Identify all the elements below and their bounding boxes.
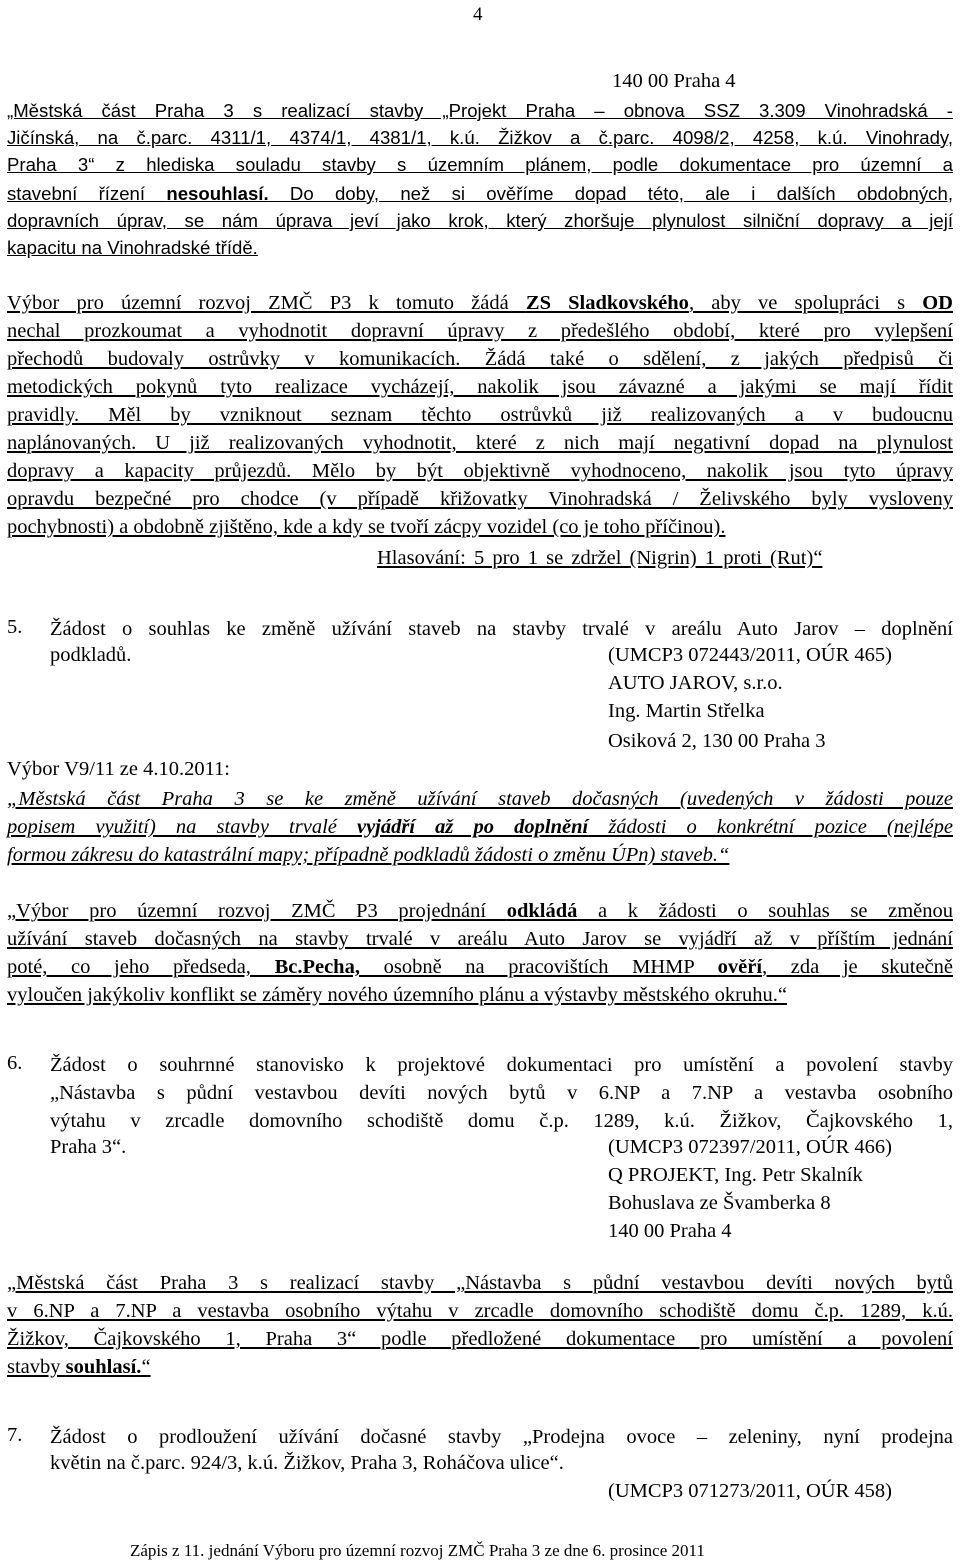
resolution-line: poté, co jeho předseda, Bc.Pecha, osobně na pracovištích MHMP ověří, zda je skutečně <box>7 956 954 978</box>
item-title: Žádost o souhlas ke změně užívání staveb na stavby trvalé v areálu Auto Jarov – doplnění <box>50 618 953 640</box>
top-address: 140 00 Praha 4 <box>612 70 736 92</box>
resolution-line: „Městská část Praha 3 s realizací stavby „Projekt Praha – obnova SSZ 3.309 Vinohradská - <box>7 100 953 121</box>
previous-resolution: „Městská část Praha 3 se ke změně užívání staveb dočasných (uvedených v žádosti pouze <box>7 788 953 810</box>
applicant: AUTO JAROV, s.r.o. <box>608 672 783 694</box>
resolution-line: stavby souhlasí.“ <box>7 1356 151 1378</box>
resolution-line: užívání staveb dočasných na stavby trvalé v areálu Auto Jarov se vyjádří až v příštím jednání <box>7 928 953 950</box>
item-number: 5. <box>7 616 23 638</box>
request-line: přechodů budovaly ostrůvky v komunikacích. Žádá také o sdělení, z jakých předpisů či <box>7 348 953 370</box>
item-title: podkladů. <box>50 644 132 666</box>
applicant-address: 140 00 Praha 4 <box>608 1220 732 1242</box>
vote-result: Hlasování: 5 pro 1 se zdržel (Nigrin) 1 proti (Rut)“ <box>377 547 823 569</box>
request-line: pochybnosti) a obdobně zjištěno, kde a kdy se tvoří zácpy vozidel (co je toho příčinou). <box>7 516 726 538</box>
page-number: 4 <box>473 4 483 25</box>
resolution-line: „Výbor pro územní rozvoj ZMČ P3 projednání odkládá a k žádosti o souhlas se změnou <box>7 900 953 922</box>
committee-reference: Výbor V9/11 ze 4.10.2011: <box>7 758 231 780</box>
resolution-line: stavební řízení nesouhlasí. Do doby, než si ověříme dopad této, ale i dalších obdobných, <box>7 183 953 204</box>
reference-number: (UMCP3 072443/2011, OÚR 465) <box>608 644 892 666</box>
applicant-address: Osiková 2, 130 00 Praha 3 <box>608 730 826 752</box>
item-title: výtahu v zrcadle domovního schodiště domu č.p. 1289, k.ú. Žižkov, Čajkovského 1, <box>50 1110 953 1132</box>
request-line: naplánovaných. U již realizovaných vyhodnotit, které z nich mají negativní dopad na plynulost <box>7 432 953 454</box>
item-title: Žádost o souhrnné stanovisko k projektové dokumentaci pro umístění a povolení stavby <box>50 1054 953 1076</box>
previous-resolution: popisem využití) na stavby trvalé vyjádří až po doplnění žádosti o konkrétní pozice (nejlépe <box>7 816 953 838</box>
resolution-line: Jičínská, na č.parc. 4311/1, 4374/1, 4381/1, k.ú. Žižkov a č.parc. 4098/2, 4258, k.ú. Vinohrady, <box>7 127 953 148</box>
request-line: dopravy a kapacity průjezdů. Mělo by být objektivně vyhodnoceno, nakolik jsou tyto úpravy <box>7 460 953 482</box>
request-line: Výbor pro územní rozvoj ZMČ P3 k tomuto žádá ZS Sladkovského, aby ve spolupráci s OD <box>7 292 953 314</box>
applicant: Q PROJEKT, Ing. Petr Skalník <box>608 1164 863 1186</box>
request-line: opravdu bezpečné pro chodce (v případě křižovatky Vinohradská / Želivského byly vysloveny <box>7 488 953 510</box>
item-title: „Nástavba s půdní vestavbou devíti nových bytů v 6.NP a 7.NP a vestavba osobního <box>50 1082 953 1104</box>
request-line: metodických pokynů tyto realizace vycházejí, nakolik jsou závazné a jakými se mají řídit <box>7 376 953 398</box>
applicant-person: Ing. Martin Střelka <box>608 700 765 722</box>
item-title: Praha 3“. <box>50 1136 127 1158</box>
request-line: nechal prozkoumat a vyhodnotit dopravní úpravy z předešlého období, které pro vylepšení <box>7 320 953 342</box>
resolution-line: kapacitu na Vinohradské třídě. <box>7 237 258 258</box>
reference-number: (UMCP3 071273/2011, OÚR 458) <box>608 1480 892 1502</box>
previous-resolution: formou zákresu do katastrální mapy; případně podkladů žádosti o změnu ÚPn) staveb.“ <box>7 844 730 866</box>
resolution-line: „Městská část Praha 3 s realizací stavby „Nástavba s půdní vestavbou devíti nových bytů <box>7 1272 953 1294</box>
resolution-line: v 6.NP a 7.NP a vestavba osobního výtahu v zrcadle domovního schodiště domu č.p. 1289, k.ú. <box>7 1300 953 1322</box>
verdict: nesouhlasí. <box>166 183 269 204</box>
resolution-line: dopravních úprav, se nám úprava jeví jako krok, který zhoršuje plynulost silniční dopravy a její <box>7 210 953 231</box>
item-title: Žádost o prodloužení užívání dočasné stavby „Prodejna ovoce – zeleniny, nyní prodejna <box>50 1426 953 1448</box>
item-number: 7. <box>7 1424 23 1446</box>
item-number: 6. <box>7 1052 23 1074</box>
page-footer: Zápis z 11. jednání Výboru pro územní rozvoj ZMČ Praha 3 ze dne 6. prosince 2011 <box>130 1541 705 1560</box>
reference-number: (UMCP3 072397/2011, OÚR 466) <box>608 1136 892 1158</box>
resolution-line: Praha 3“ z hlediska souladu stavby s územním plánem, podle dokumentace pro územní a <box>7 154 953 175</box>
resolution-line: Žižkov, Čajkovského 1, Praha 3“ podle předložené dokumentace pro umístění a povolení <box>7 1328 953 1350</box>
item-title: květin na č.parc. 924/3, k.ú. Žižkov, Praha 3, Roháčova ulice“. <box>50 1452 564 1474</box>
resolution-line: vyloučen jakýkoliv konflikt se záměry nového územního plánu a výstavby městského okruhu.“ <box>7 984 787 1006</box>
applicant-address: Bohuslava ze Švamberka 8 <box>608 1192 831 1214</box>
verdict: souhlasí. <box>65 1356 142 1378</box>
request-line: pravidly. Měl by vzniknout seznam těchto ostrůvků již realizovaných a v budoucnu <box>7 404 953 426</box>
